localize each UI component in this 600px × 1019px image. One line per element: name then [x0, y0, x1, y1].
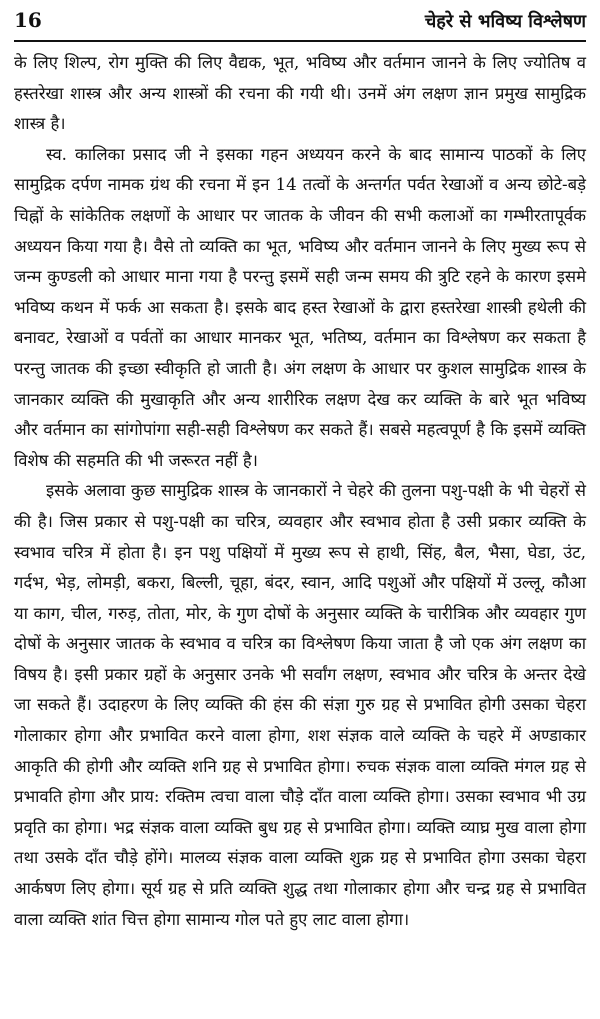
body-text [14, 48, 586, 935]
page-header [14, 8, 586, 42]
paragraph-3: इसके अलावा कुछ सामुद्रिक शास्त्र के जानकारों ने चेहरे की तुलना पशु-पक्षी के भी चेहरों से की है। जिस प्रकार से पशु-पक्षी का चरित्र, व्यवहार और स्वभाव होता है उसी प्रकार व्यक्ति के स्वभाव चरित्र में होता है। इन पशु पक्षियों में मुख्य रूप से हाथी, सिंह, बैल, भैसा, घेडा, उंट, गर्दभ, भेड़, लोमड़ी, बकरा, बिल्ली, चूहा, बंदर, स्वान, आदि पशुओं और पक्षियों में उल्लू, कौआ या काग, चील, गरुड़, तोता, मोर, के गुण दोषों के अनुसार व्यक्ति के चारीत्रिक और व्यवहार गुण दोषों के अनुसार जातक के स्वभाव व चरित्र का विश्लेषण किया जाता है जो एक अंग लक्षण का विषय है। इसी प्रकार ग्रहों के अनुसार उनके भी सर्वांग लक्षण, स्वभाव और चरित्र के अन्तर देखे जा सकते हैं। उदाहरण के लिए व्यक्ति की हंस की संज्ञा गुरु ग्रह से प्रभावित होगी उसका चेहरा गोलाकार होगा और प्रभावित करने वाला होगा, शश संज्ञक वाले व्यक्ति के चहरे में अण्डाकार आकृति की होगी और व्यक्ति शनि ग्रह से प्रभावित होगा। रुचक संज्ञक वाला व्यक्ति मंगल ग्रह से प्रभावति होगा और प्राय: रक्तिम त्वचा वाला चौड़े दाँत वाला व्यक्ति होगा। उसका स्वभाव भी उग्र प्रवृति का होगा। भद्र संज्ञक वाला व्यक्ति बुध ग्रह से प्रभावित होगा। व्यक्ति व्याघ्र मुख वाला होगा तथा उसके दाँत चौड़े होंगे। मालव्य संज्ञक वाला व्यक्ति शुक्र ग्रह से प्रभावित होगा उसका चेहरा आर्कषण लिए होगा। सूर्य ग्रह से प्रति व्यक्ति शुद्ध तथा गोलाकार होगा और चन्द्र ग्रह से प्रभावित वाला व्यक्ति शांत चित्त होगा सामान्य गोल पते हुए लाट वाला होगा। [14, 481, 586, 929]
paragraph-1: के लिए शिल्प, रोग मुक्ति की लिए वैद्यक, भूत, भविष्य और वर्तमान जानने के लिए ज्योतिष व हस्तरेखा शास्त्र और अन्य शास्त्रों की रचना की गयी थी। उनमें अंग लक्षण ज्ञान प्रमुख सामुद्रिक शास्त्र है। [14, 53, 586, 134]
page-number: 16 [14, 8, 42, 32]
paragraph-2: स्व. कालिका प्रसाद जी ने इसका गहन अध्ययन करने के बाद सामान्य पाठकों के लिए सामुद्रिक दर्पण नामक ग्रंथ की रचना में इन 14 तत्वों के अन्तर्गत पर्वत रेखाओं व अन्य छोटे-बड़े चिह्नों के सांकेतिक लक्षणों के आधार पर जातक के जीवन की सभी कलाओं का गम्भीरतापूर्वक अध्ययन किया गया है। वैसे तो व्यक्ति का भूत, भविष्य और वर्तमान जानने के लिए मुख्य रूप से जन्म कुण्डली को आधार माना गया है परन्तु इसमें सही जन्म समय की त्रुटि रहने के कारण इसमे भविष्य कथन में फर्क आ सकता है। इसके बाद हस्त रेखाओं के द्वारा हस्तरेखा शास्त्री हथेली की बनावट, रेखाओं व पर्वतों का आधार मानकर भूत, भतिष्य, वर्तमान का विश्लेषण कर सकता है परन्तु जातक की इच्छा स्वीकृति हो जाती है। अंग लक्षण के आधार पर कुशल सामुद्रिक शास्त्र के जानकार व्यक्ति की मुखाकृति और अन्य शारीरिक लक्षण देख कर व्यक्ति के बारे भूत भविष्य और वर्तमान का सांगोपांगा सही-सही विश्लेषण कर सकते हैं। सबसे महत्वपूर्ण है कि इसमें व्यक्ति विशेष की सहमति की भी जरूरत नहीं है। [14, 144, 586, 470]
running-title: चेहरे से भविष्य विश्लेषण [424, 11, 586, 32]
